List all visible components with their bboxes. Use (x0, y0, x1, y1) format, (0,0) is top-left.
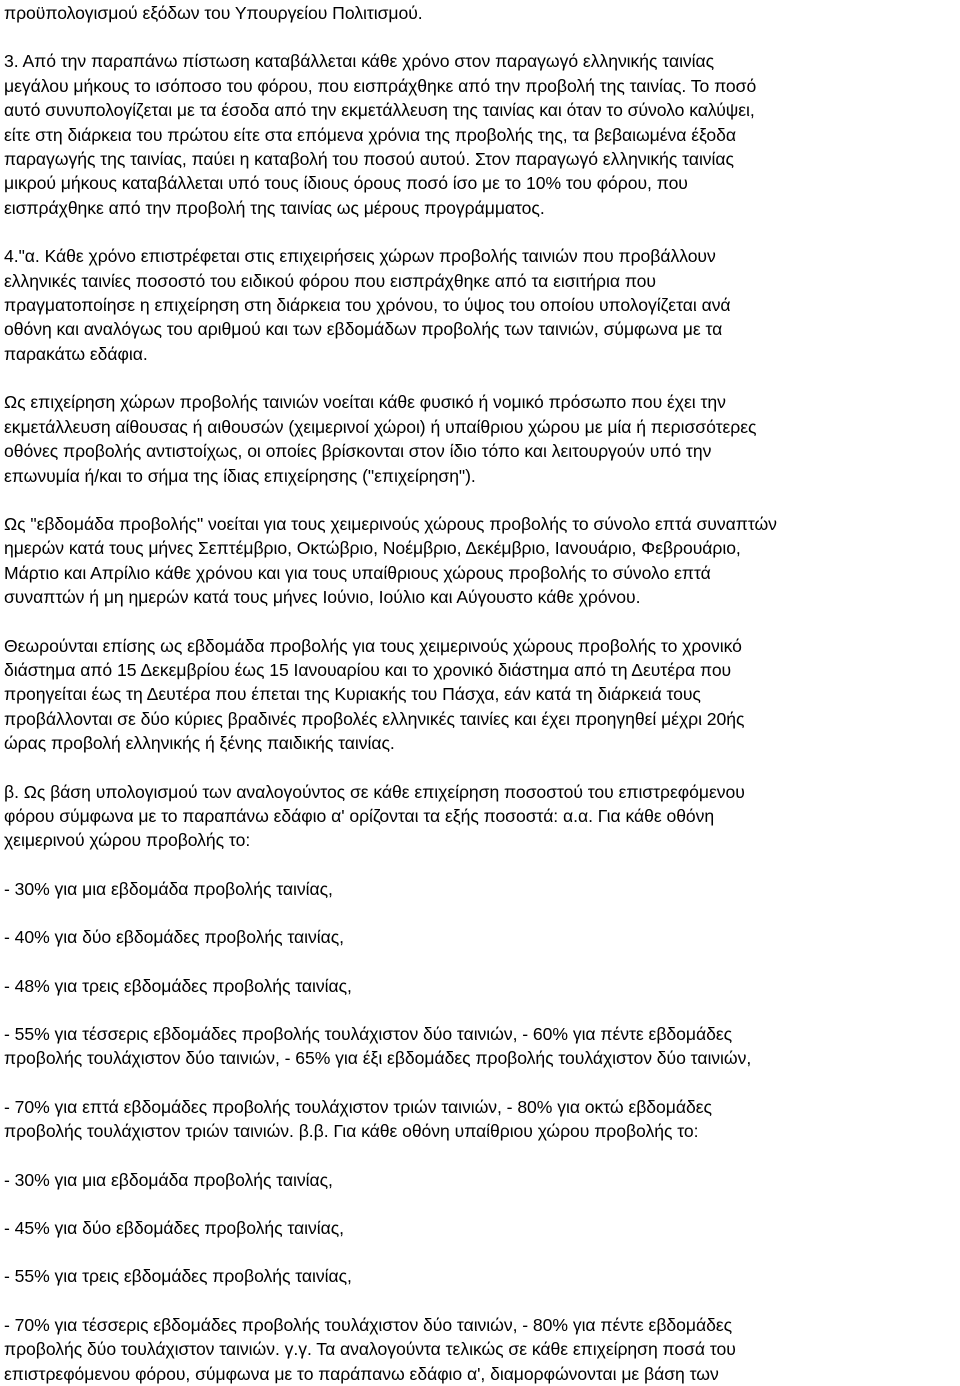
list-item-indoor-48: - 48% για τρεις εβδομάδες προβολής ταινίας, (4, 975, 352, 996)
paragraph-definition-screening-week: Ως "εβδομάδα προβολής" νοείται για τους χειμερινούς χώρους προβολής το σύνολο επτά συναπτών ημερών κατά τους μήνες Σεπτέμβριο, Οκτώβριο, Νοέμβριο, Δεκέμβριο, Ιανουάριο, Φεβρουάριο, Μάρτιο και Απρίλιο κάθε χρόνου και για τους υπαίθριους χώρους προβολής το σύνολο επτά συναπτών ή μη ημερών κατά τους μήνες Ιούνιο, Ιούλιο και Αύγουστο κάθε χρόνου. (4, 513, 777, 608)
list-item-outdoor-55: - 55% για τρεις εβδομάδες προβολής ταινίας, (4, 1266, 352, 1287)
paragraph-article-3: 3. Από την παραπάνω πίστωση καταβάλλεται κάθε χρόνο στον παραγωγό ελληνικής ταινίας μεγάλου μήκους το ισόποσο του φόρου, που εισπράχθηκε από την προβολή της ταινίας. Το ποσό αυτό συνυπολογίζεται με τα έσοδα από την εκμετάλλευση της ταινίας και όταν το σύνολο καλύψει, είτε στη διάρκεια του πρώτου είτε στα επόμενα χρόνια της προβολής της, τα βεβαιωμένα έξοδα παραγωγής της ταινίας, παύει η καταβολή του ποσού αυτού. Στον παραγωγό ελληνικής ταινίας μικρού μήκους καταβάλλεται υπό τους ίδιους όρους ποσό ίσο με το 10% του φόρου, που εισπράχθηκε από την προβολή της ταινίας ως μέρους προγράμματος. (4, 51, 757, 218)
paragraph-budget-line: προϋπολογισμού εξόδων του Υπουργείου Πολιτισμού. (4, 3, 423, 23)
list-item-indoor-55-65: - 55% για τέσσερις εβδομάδες προβολής τουλάχιστον δύο ταινιών, - 60% για πέντε εβδομάδες προβολής τουλάχιστον δύο ταινιών, - 65% για έξι εβδομάδες προβολής τουλάχιστον δύο ταινιών, (4, 1024, 752, 1069)
paragraph-article-4b: β. Ως βάση υπολογισμού των αναλογούντος σε κάθε επιχείρηση ποσοστού του επιστρεφόμενου φόρου σύμφωνα με το παραπάνω εδάφιο α' ορίζονται τα εξής ποσοστά: α.α. Για κάθε οθόνη χειμερινού χώρου προβολής το: (4, 781, 745, 851)
paragraph-article-4a: 4."α. Κάθε χρόνο επιστρέφεται στις επιχειρήσεις χώρων προβολής ταινιών που προβάλλουν ελληνικές ταινίες ποσοστό του ειδικού φόρου που εισπράχθηκε από τα εισιτήρια που πραγματοποίησε η επιχείρηση στη διάρκεια του χρόνου, το ύψος του οποίου υπολογίζεται ανά οθόνη και αναλόγως του αριθμού και των εβδομάδων προβολής των ταινιών, σύμφωνα με τα παρακάτω εδάφια. (4, 246, 731, 364)
list-item-outdoor-30: - 30% για μια εβδομάδα προβολής ταινίας, (4, 1169, 333, 1190)
paragraph-definition-business: Ως επιχείρηση χώρων προβολής ταινιών νοείται κάθε φυσικό ή νομικό πρόσωπο που έχει την εκμετάλλευση αίθουσας ή αιθουσών (χειμερινοί χώροι) ή υπαίθριου χώρου με μία ή περισσότερες οθόνες προβολής αντιστοίχως, οι οποίες βρίσκονται στον ίδιο τόπο και λειτουργούν υπό την επωνυμία ή/και το σήμα της ίδιας επιχείρησης ("επιχείρηση"). (4, 392, 757, 486)
list-item-indoor-70-80: - 70% για επτά εβδομάδες προβολής τουλάχιστον τριών ταινιών, - 80% για οκτώ εβδομάδες προβολής τουλάχιστον τριών ταινιών. β.β. Για κάθε οθόνη υπαίθριου χώρου προβολής το: (4, 1096, 712, 1142)
list-item-indoor-30: - 30% για μια εβδομάδα προβολής ταινίας, (4, 878, 333, 899)
list-item-indoor-40: - 40% για δύο εβδομάδες προβολής ταινίας, (4, 927, 344, 948)
document-page (4, 0, 954, 1386)
list-item-outdoor-70-80: - 70% για τέσσερις εβδομάδες προβολής τουλάχιστον δύο ταινιών, - 80% για πέντε εβδομάδες προβολής δύο τουλάχιστον ταινιών. γ.γ. Τα αναλογούντα τελικώς σε κάθε επιχείρηση ποσά του επιστρεφόμενου φόρου, σύμφωνα με το παράπανω εδάφιο α', διαμορφώνονται με βάση των (4, 1314, 736, 1384)
list-item-outdoor-45: - 45% για δύο εβδομάδες προβολής ταινίας, (4, 1218, 344, 1239)
paragraph-additional-weeks: Θεωρούνται επίσης ως εβδομάδα προβολής για τους χειμερινούς χώρους προβολής το χρονικό διάστημα από 15 Δεκεμβρίου έως 15 Ιανουαρίου και το χρονικό διάστημα από τη Δευτέρα που προηγείται έως τη Δευτέρα που έπεται της Κυριακής του Πάσχα, εάν κατά τη διάρκειά τους προβάλλονται σε δύο κύριες βραδινές προβολές ελληνικές ταινίες και έχει προηγηθεί μέχρι 20ής ώρας προβολή ελληνικής ή ξένης παιδικής ταινίας. (4, 635, 745, 754)
